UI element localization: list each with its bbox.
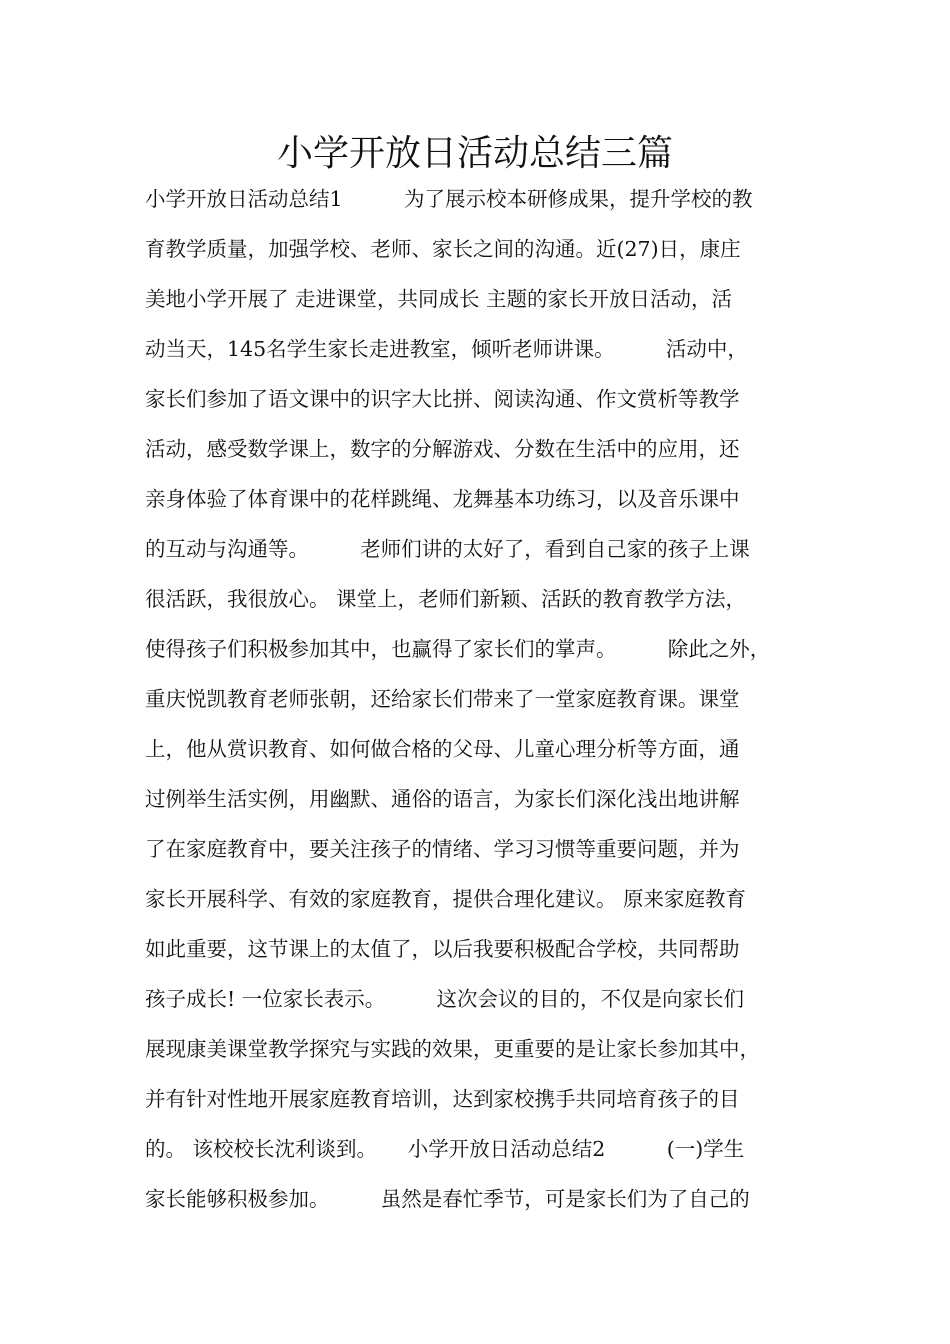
text-line: 美地小学开展了 走进课堂，共同成长 主题的家长开放日活动，活 <box>145 287 733 311</box>
text-line: 家长开展科学、有效的家庭教育，提供合理化建议。 原来家庭教育 <box>145 887 747 911</box>
text-line: 上，他从赏识教育、如何做合格的父母、儿童心理分析等方面，通 <box>145 737 740 761</box>
text-line: 如此重要，这节课上的太值了，以后我要积极配合学校，共同帮助 <box>145 937 740 961</box>
text-line: 重庆悦凯教育老师张朝，还给家长们带来了一堂家庭教育课。课堂 <box>145 687 740 711</box>
text-line: 过例举生活实例，用幽默、通俗的语言，为家长们深化浅出地讲解 <box>145 787 740 811</box>
text-line: 孩子成长! 一位家长表示。 这次会议的目的，不仅是向家长们 <box>145 987 745 1011</box>
text-line: 使得孩子们积极参加其中，也赢得了家长们的掌声。 除此之外， <box>145 637 771 661</box>
text-line: 活动，感受数学课上，数字的分解游戏、分数在生活中的应用，还 <box>145 437 740 461</box>
document-title: 小学开放日活动总结三篇 <box>276 133 673 174</box>
text-line: 家长们参加了语文课中的识字大比拼、阅读沟通、作文赏析等教学 <box>145 387 740 411</box>
text-line: 了在家庭教育中，要关注孩子的情绪、学习习惯等重要问题，并为 <box>145 837 740 861</box>
document-body <box>145 174 825 1224</box>
text-line: 育教学质量，加强学校、老师、家长之间的沟通。近(27)日，康庄 <box>145 237 741 261</box>
text-line: 很活跃，我很放心。 课堂上，老师们新颖、活跃的教育教学方法， <box>145 587 747 611</box>
text-line: 亲身体验了体育课中的花样跳绳、龙舞基本功练习，以及音乐课中 <box>145 487 740 511</box>
text-line: 小学开放日活动总结1 为了展示校本研修成果，提升学校的教 <box>145 187 753 211</box>
text-line: 动当天，145名学生家长走进教室，倾听老师讲课。 活动中， <box>145 337 748 361</box>
text-line: 的互动与沟通等。 老师们讲的太好了，看到自己家的孩子上课 <box>145 537 750 561</box>
text-line: 的。 该校校长沈利谈到。 小学开放日活动总结2 (一)学生 <box>145 1137 745 1161</box>
text-line: 展现康美课堂教学探究与实践的效果，更重要的是让家长参加其中， <box>145 1037 760 1061</box>
text-line: 家长能够积极参加。 虽然是春忙季节，可是家长们为了自己的 <box>145 1187 750 1211</box>
text-line: 并有针对性地开展家庭教育培训，达到家校携手共同培育孩子的目 <box>145 1087 740 1111</box>
